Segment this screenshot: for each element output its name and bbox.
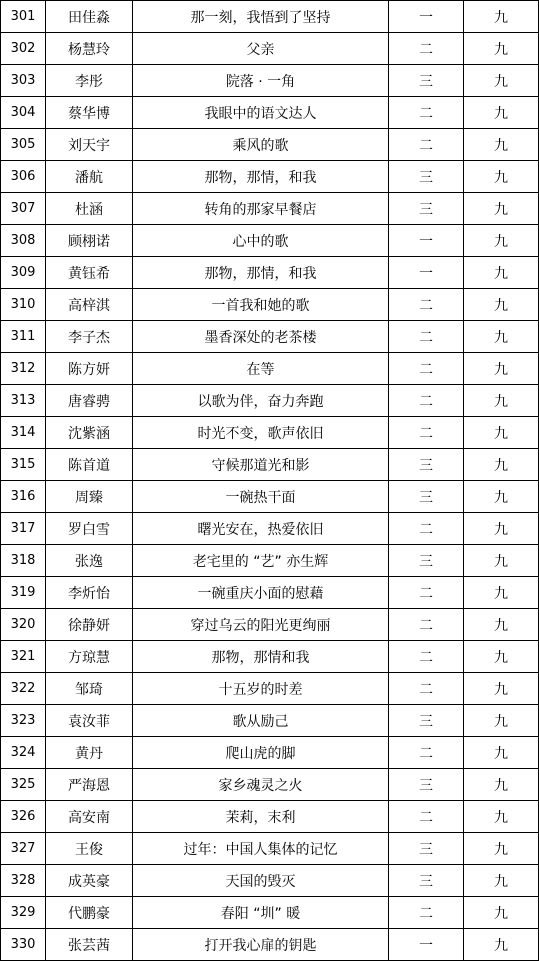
cell-name: 沈紫涵 — [46, 417, 133, 449]
cell-name: 代鹏豪 — [46, 897, 133, 929]
table-row — [1, 449, 539, 481]
cell-title: 时光不变，歌声依旧 — [133, 417, 389, 449]
cell-grade: 九 — [464, 257, 539, 289]
cell-title: 一碗热干面 — [133, 481, 389, 513]
table-row — [1, 641, 539, 673]
cell-level: 三 — [389, 865, 464, 897]
cell-grade: 九 — [464, 129, 539, 161]
cell-level: 二 — [389, 33, 464, 65]
cell-number: 302 — [1, 33, 46, 65]
cell-level: 三 — [389, 705, 464, 737]
cell-name: 黄丹 — [46, 737, 133, 769]
table-row — [1, 609, 539, 641]
cell-name: 王俊 — [46, 833, 133, 865]
cell-number: 304 — [1, 97, 46, 129]
cell-title: 那物，那情，和我 — [133, 257, 389, 289]
cell-title: 院落 · 一角 — [133, 65, 389, 97]
cell-name: 李炘怡 — [46, 577, 133, 609]
cell-name: 成英豪 — [46, 865, 133, 897]
cell-level: 二 — [389, 353, 464, 385]
cell-grade: 九 — [464, 353, 539, 385]
cell-grade: 九 — [464, 65, 539, 97]
cell-title: 茉莉，末利 — [133, 801, 389, 833]
cell-level: 三 — [389, 481, 464, 513]
cell-grade: 九 — [464, 417, 539, 449]
cell-level: 三 — [389, 769, 464, 801]
cell-level: 二 — [389, 641, 464, 673]
cell-name: 蔡华博 — [46, 97, 133, 129]
cell-level: 二 — [389, 513, 464, 545]
cell-grade: 九 — [464, 97, 539, 129]
cell-level: 一 — [389, 1, 464, 33]
cell-number: 324 — [1, 737, 46, 769]
table-row — [1, 353, 539, 385]
cell-number: 327 — [1, 833, 46, 865]
table-row — [1, 257, 539, 289]
cell-number: 317 — [1, 513, 46, 545]
cell-level: 二 — [389, 737, 464, 769]
cell-title: 春阳 “圳” 暖 — [133, 897, 389, 929]
cell-title: 乘风的歌 — [133, 129, 389, 161]
cell-name: 杨慧玲 — [46, 33, 133, 65]
table-row — [1, 97, 539, 129]
table-row — [1, 289, 539, 321]
cell-level: 二 — [389, 385, 464, 417]
cell-name: 刘天宇 — [46, 129, 133, 161]
table-row — [1, 193, 539, 225]
cell-grade: 九 — [464, 193, 539, 225]
cell-name: 李子杰 — [46, 321, 133, 353]
table-row — [1, 417, 539, 449]
cell-name: 邹琦 — [46, 673, 133, 705]
cell-number: 313 — [1, 385, 46, 417]
cell-level: 二 — [389, 417, 464, 449]
table-row — [1, 705, 539, 737]
cell-level: 三 — [389, 193, 464, 225]
cell-number: 319 — [1, 577, 46, 609]
cell-number: 323 — [1, 705, 46, 737]
cell-level: 二 — [389, 897, 464, 929]
cell-number: 330 — [1, 929, 46, 961]
cell-name: 陈首道 — [46, 449, 133, 481]
cell-grade: 九 — [464, 481, 539, 513]
cell-grade: 九 — [464, 225, 539, 257]
cell-name: 杜涵 — [46, 193, 133, 225]
cell-grade: 九 — [464, 865, 539, 897]
cell-level: 三 — [389, 449, 464, 481]
table-row — [1, 1, 539, 33]
table-row — [1, 929, 539, 961]
table-body — [1, 1, 539, 961]
cell-title: 过年：中国人集体的记忆 — [133, 833, 389, 865]
cell-level: 三 — [389, 161, 464, 193]
cell-grade: 九 — [464, 769, 539, 801]
table-row — [1, 321, 539, 353]
cell-number: 307 — [1, 193, 46, 225]
cell-number: 318 — [1, 545, 46, 577]
cell-level: 二 — [389, 577, 464, 609]
cell-title: 爬山虎的脚 — [133, 737, 389, 769]
cell-grade: 九 — [464, 33, 539, 65]
cell-title: 天国的毁灭 — [133, 865, 389, 897]
cell-grade: 九 — [464, 449, 539, 481]
cell-name: 严海恩 — [46, 769, 133, 801]
cell-number: 321 — [1, 641, 46, 673]
cell-number: 322 — [1, 673, 46, 705]
cell-number: 309 — [1, 257, 46, 289]
cell-grade: 九 — [464, 545, 539, 577]
cell-level: 二 — [389, 321, 464, 353]
cell-name: 周臻 — [46, 481, 133, 513]
cell-number: 314 — [1, 417, 46, 449]
cell-level: 二 — [389, 673, 464, 705]
cell-title: 心中的歌 — [133, 225, 389, 257]
cell-name: 李彤 — [46, 65, 133, 97]
cell-title: 老宅里的 “艺” 亦生辉 — [133, 545, 389, 577]
cell-title: 打开我心扉的钥匙 — [133, 929, 389, 961]
cell-grade: 九 — [464, 673, 539, 705]
cell-grade: 九 — [464, 705, 539, 737]
cell-title: 那物，那情，和我 — [133, 161, 389, 193]
cell-name: 黄钰希 — [46, 257, 133, 289]
cell-name: 方琼慧 — [46, 641, 133, 673]
cell-level: 二 — [389, 609, 464, 641]
cell-level: 三 — [389, 833, 464, 865]
cell-level: 三 — [389, 545, 464, 577]
cell-number: 315 — [1, 449, 46, 481]
table-row — [1, 33, 539, 65]
table-row — [1, 225, 539, 257]
cell-number: 310 — [1, 289, 46, 321]
table-row — [1, 481, 539, 513]
cell-grade: 九 — [464, 1, 539, 33]
cell-number: 308 — [1, 225, 46, 257]
cell-level: 三 — [389, 65, 464, 97]
cell-title: 父亲 — [133, 33, 389, 65]
cell-number: 312 — [1, 353, 46, 385]
cell-name: 田佳淼 — [46, 1, 133, 33]
cell-number: 326 — [1, 801, 46, 833]
cell-grade: 九 — [464, 289, 539, 321]
cell-name: 张芸茜 — [46, 929, 133, 961]
table-row — [1, 65, 539, 97]
cell-number: 311 — [1, 321, 46, 353]
table-row — [1, 897, 539, 929]
table-row — [1, 673, 539, 705]
table-row — [1, 513, 539, 545]
cell-grade: 九 — [464, 833, 539, 865]
table-row — [1, 161, 539, 193]
cell-grade: 九 — [464, 801, 539, 833]
cell-level: 二 — [389, 801, 464, 833]
cell-grade: 九 — [464, 641, 539, 673]
table-row — [1, 385, 539, 417]
cell-title: 我眼中的语文达人 — [133, 97, 389, 129]
table-row — [1, 577, 539, 609]
cell-name: 唐睿骋 — [46, 385, 133, 417]
cell-name: 陈方妍 — [46, 353, 133, 385]
cell-name: 徐静妍 — [46, 609, 133, 641]
cell-title: 守候那道光和影 — [133, 449, 389, 481]
cell-title: 在等 — [133, 353, 389, 385]
cell-level: 一 — [389, 257, 464, 289]
cell-level: 二 — [389, 129, 464, 161]
cell-title: 一首我和她的歌 — [133, 289, 389, 321]
cell-title: 转角的那家早餐店 — [133, 193, 389, 225]
cell-title: 十五岁的时差 — [133, 673, 389, 705]
cell-number: 306 — [1, 161, 46, 193]
cell-grade: 九 — [464, 929, 539, 961]
cell-name: 顾栩诺 — [46, 225, 133, 257]
table-row — [1, 801, 539, 833]
cell-name: 高梓淇 — [46, 289, 133, 321]
cell-title: 以歌为伴，奋力奔跑 — [133, 385, 389, 417]
cell-level: 一 — [389, 225, 464, 257]
cell-number: 316 — [1, 481, 46, 513]
cell-title: 曙光安在，热爱依旧 — [133, 513, 389, 545]
table-row — [1, 737, 539, 769]
cell-number: 301 — [1, 1, 46, 33]
cell-title: 一碗重庆小面的慰藉 — [133, 577, 389, 609]
cell-title: 墨香深处的老茶楼 — [133, 321, 389, 353]
cell-name: 袁汝菲 — [46, 705, 133, 737]
cell-title: 那一刻，我悟到了坚持 — [133, 1, 389, 33]
cell-name: 潘航 — [46, 161, 133, 193]
cell-number: 303 — [1, 65, 46, 97]
cell-title: 家乡魂灵之火 — [133, 769, 389, 801]
cell-level: 二 — [389, 97, 464, 129]
cell-grade: 九 — [464, 513, 539, 545]
cell-grade: 九 — [464, 577, 539, 609]
cell-grade: 九 — [464, 161, 539, 193]
cell-grade: 九 — [464, 737, 539, 769]
cell-number: 329 — [1, 897, 46, 929]
cell-name: 高安南 — [46, 801, 133, 833]
cell-number: 325 — [1, 769, 46, 801]
cell-grade: 九 — [464, 609, 539, 641]
cell-number: 328 — [1, 865, 46, 897]
table-row — [1, 865, 539, 897]
cell-grade: 九 — [464, 385, 539, 417]
cell-number: 320 — [1, 609, 46, 641]
cell-title: 穿过乌云的阳光更绚丽 — [133, 609, 389, 641]
table-row — [1, 545, 539, 577]
cell-level: 二 — [389, 289, 464, 321]
cell-level: 一 — [389, 929, 464, 961]
cell-grade: 九 — [464, 897, 539, 929]
table-row — [1, 769, 539, 801]
cell-grade: 九 — [464, 321, 539, 353]
cell-name: 张逸 — [46, 545, 133, 577]
cell-title: 歌从励己 — [133, 705, 389, 737]
cell-number: 305 — [1, 129, 46, 161]
cell-title: 那物，那情和我 — [133, 641, 389, 673]
cell-name: 罗白雪 — [46, 513, 133, 545]
table-row — [1, 129, 539, 161]
table-row — [1, 833, 539, 865]
